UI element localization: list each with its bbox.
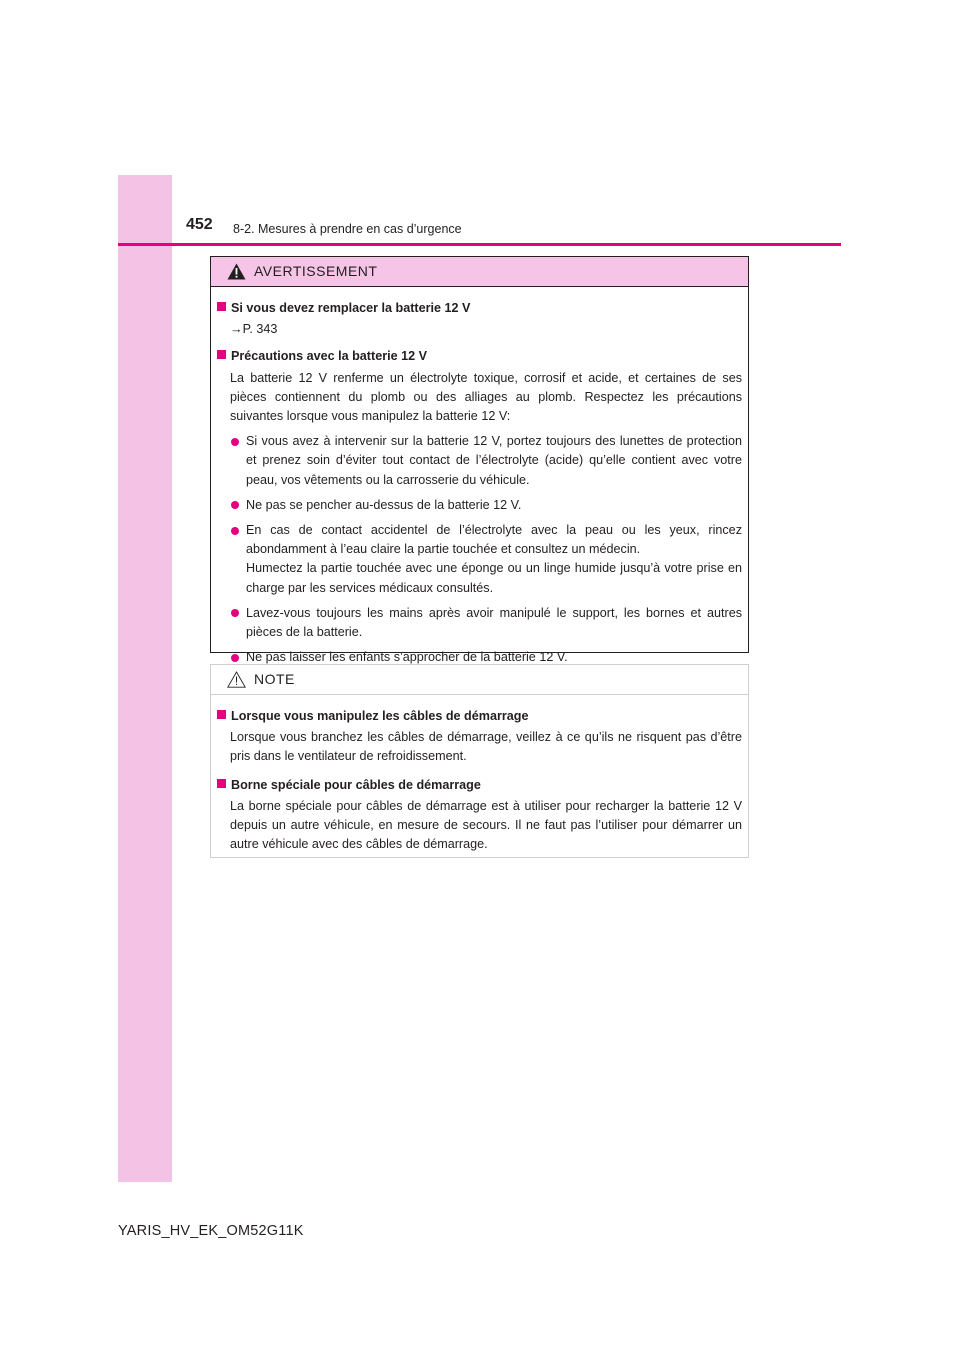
document-code: YARIS_HV_EK_OM52G11K (118, 1223, 304, 1239)
heading-text: Borne spéciale pour câbles de démarrage (231, 777, 481, 792)
list-item (217, 604, 742, 642)
note-heading-cables (217, 707, 742, 726)
note-box (210, 664, 749, 858)
precautions-intro: La batterie 12 V renferme un électrolyte toxique, corrosif et acide, et certaines de ses pièces contiennent du plomb ou des alliages au plomb. Respectez les précautions suivantes lorsque vous manipulez la batterie 12 V: (230, 370, 742, 424)
note-text: La borne spéciale pour câbles de démarrage est à utiliser pour recharger la batterie 12 V depuis un autre véhicule, en mesure de secours. Il ne faut pas l’utiliser pour démarrer un autre véhicule avec des câbles de démarrage. (230, 798, 742, 852)
bullet-text: Lavez-vous toujours les mains après avoir manipulé le support, les bornes et autres pièces de la batterie. (246, 605, 742, 640)
warning-header (211, 257, 748, 287)
warning-triangle-icon (227, 263, 246, 280)
bullet-text-extra: Humectez la partie touchée avec une éponge ou un linge humide jusqu’à votre prise en charge par les services médicaux consultés. (246, 561, 742, 595)
list-item (217, 521, 742, 598)
square-bullet-icon (217, 302, 226, 311)
page-number: 452 (186, 216, 213, 233)
bullet-text-line: En cas de contact accidentel de l’électrolyte avec la peau ou les yeux, rincez abondamment à l’eau claire la partie touchée et consultez un médecin. (246, 523, 742, 557)
heading-text: Lorsque vous manipulez les câbles de démarrage (231, 709, 529, 723)
heading-text: Précautions avec la batterie 12 V (231, 349, 428, 364)
bullet-text (246, 521, 742, 598)
page-reference: →P. 343 (230, 322, 278, 337)
side-band (118, 175, 172, 1182)
bullet-text: Ne pas laisser les enfants s’approcher de la batterie 12 V. (246, 650, 568, 665)
header-rule (118, 243, 841, 246)
list-item (217, 432, 742, 490)
caution-triangle-outline-icon (227, 671, 246, 688)
round-bullet-icon (231, 654, 239, 662)
note-header (211, 665, 748, 695)
square-bullet-icon (217, 779, 226, 788)
round-bullet-icon (231, 501, 239, 509)
bullet-text: Ne pas se pencher au-dessus de la batterie 12 V. (246, 497, 522, 512)
note-heading-terminal (217, 776, 742, 795)
warning-heading-precautions (217, 347, 742, 366)
warning-box (210, 256, 749, 665)
bullet-text: Si vous avez à intervenir sur la batterie 12 V, portez toujours des lunettes de protection et prenez soin d’éviter tout contact de l’électrolyte (acide) qu’elle contient avec votre peau, vos vêtements ou la carrosserie du véhicule. (246, 434, 742, 487)
note-title: NOTE (254, 670, 295, 687)
round-bullet-icon (231, 438, 239, 446)
heading-text: Si vous devez remplacer la batterie 12 V (231, 301, 471, 315)
warning-heading-replace (217, 299, 742, 318)
square-bullet-icon (217, 710, 226, 719)
section-title: 8-2. Mesures à prendre en cas d’urgence (233, 222, 462, 236)
round-bullet-icon (231, 609, 239, 617)
warning-body (211, 287, 748, 667)
note-text: Lorsque vous branchez les câbles de démarrage, veillez à ce qu’ils ne risquent pas d’être pris dans le ventilateur de refroidissement. (230, 730, 742, 764)
list-item (217, 496, 742, 515)
note-body (211, 695, 748, 854)
warning-title: AVERTISSEMENT (254, 262, 378, 279)
square-bullet-icon (217, 350, 226, 359)
round-bullet-icon (231, 527, 239, 535)
